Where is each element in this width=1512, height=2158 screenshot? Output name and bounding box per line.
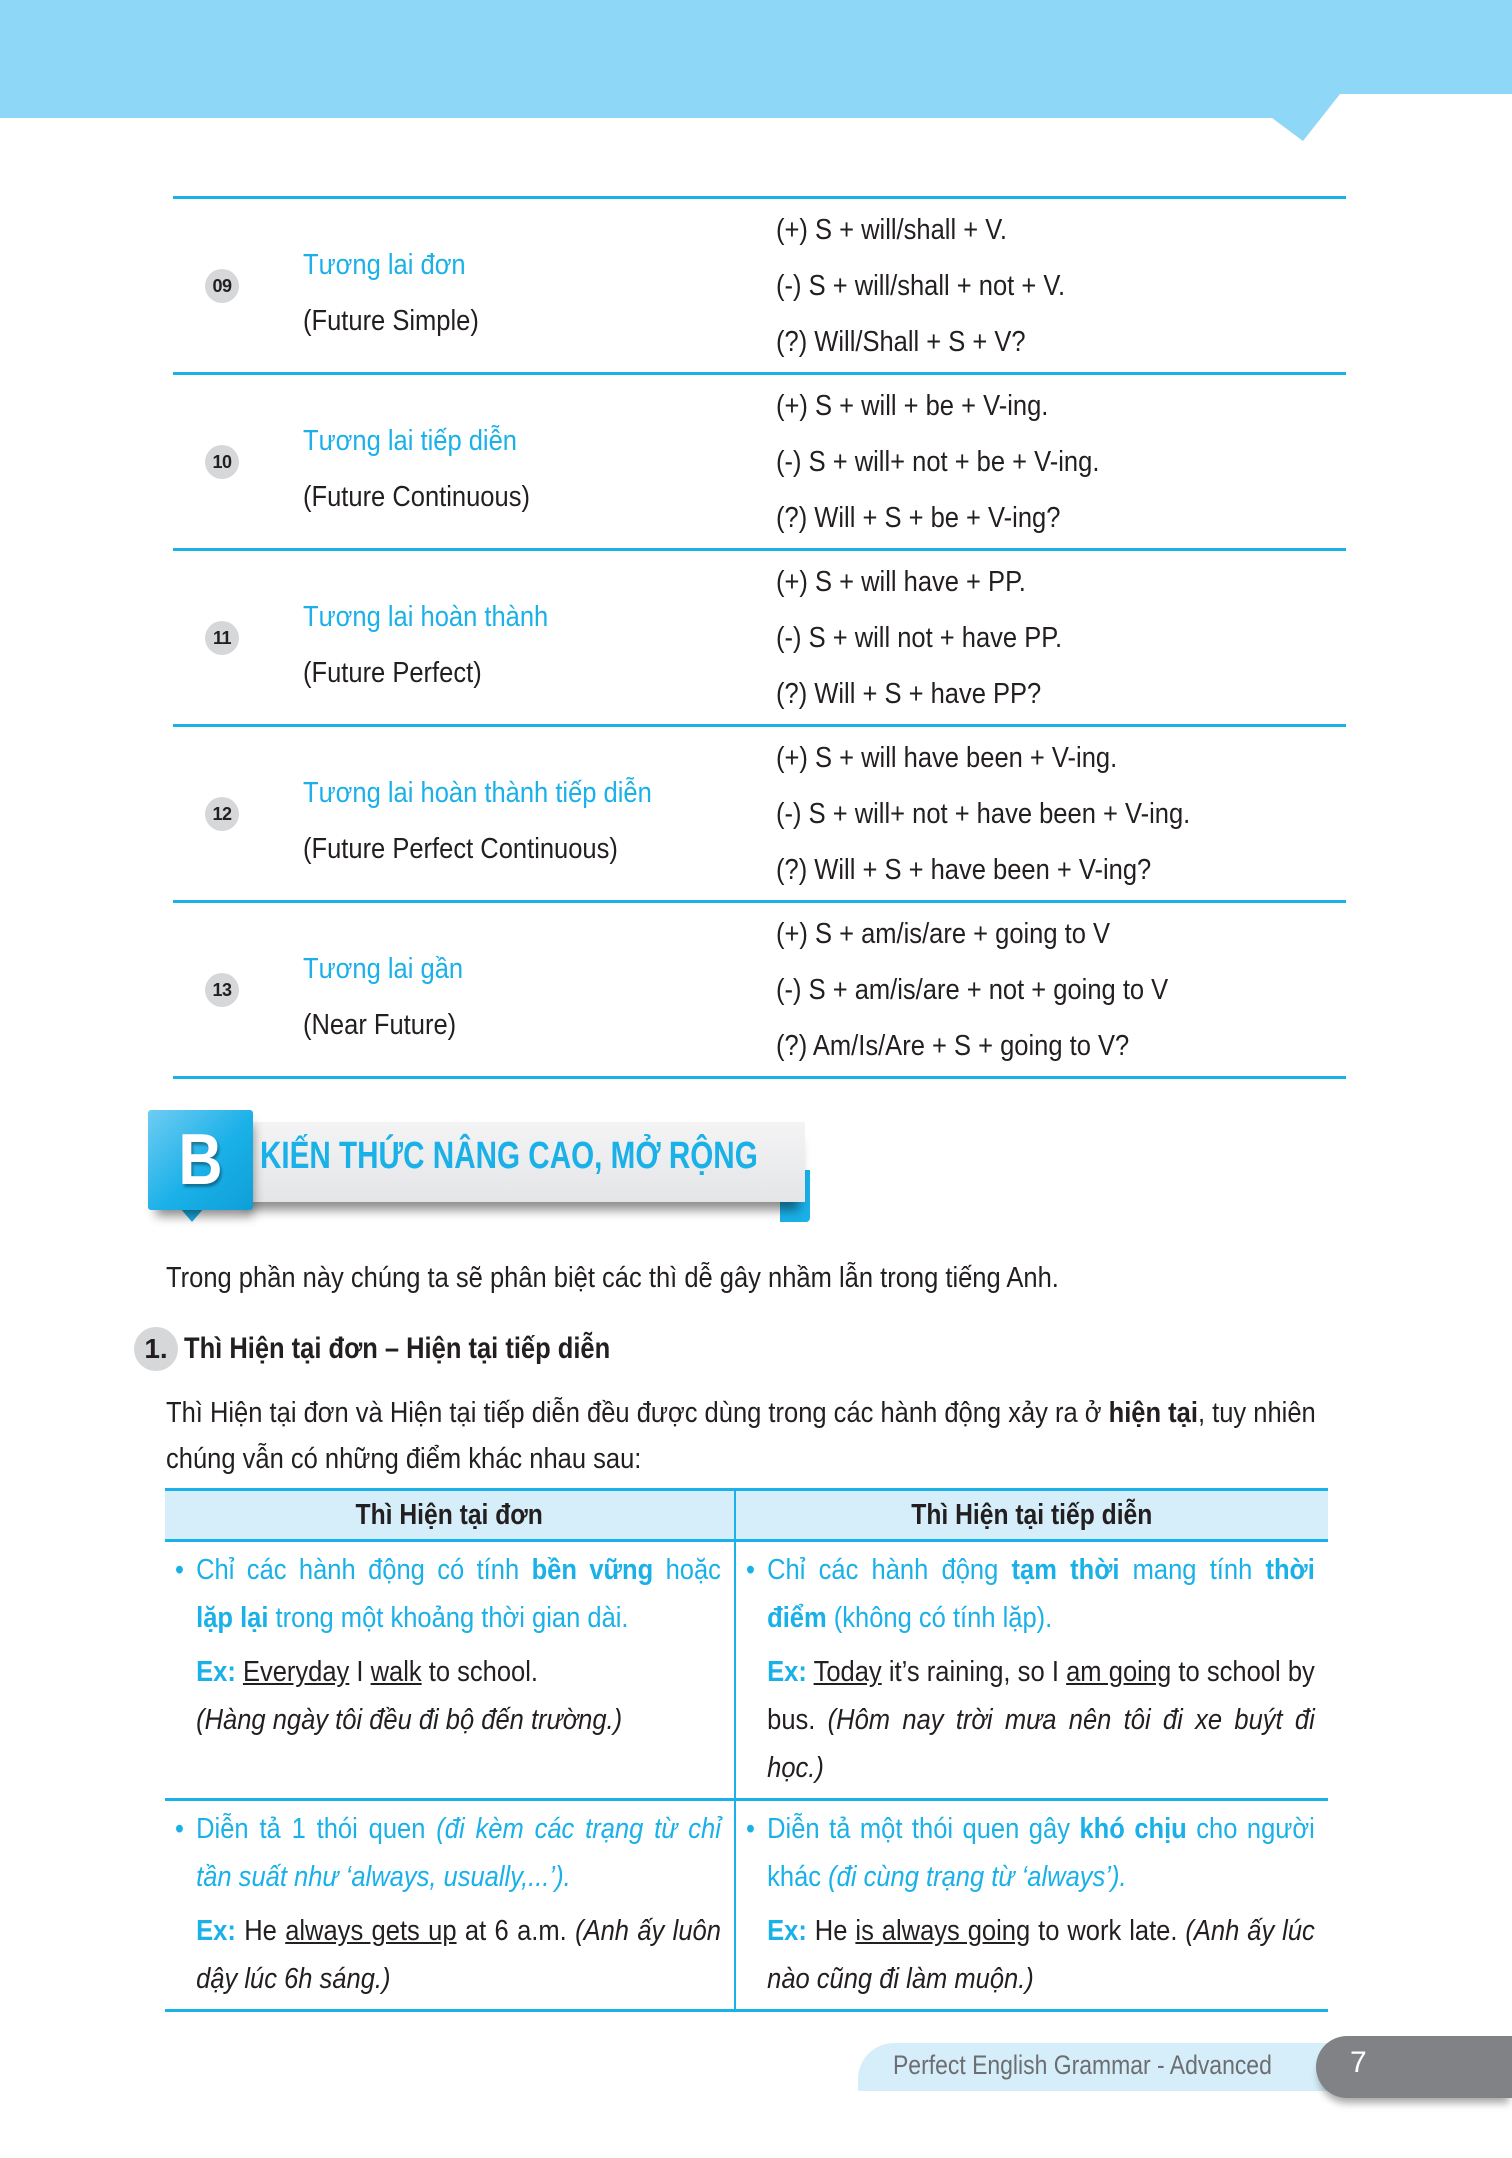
formula-negative: (-) S + will not + have PP. [776,622,1063,654]
example: Ex: Today it’s raining, so I am going to school by bus. (Hôm nay trời mưa nên tôi đi xe buýt đi học.) [767,1656,1315,1784]
tense-name [303,765,652,877]
usage-description: • Diễn tả 1 thói quen (đi kèm các trạng từ chỉ tần suất như ‘always, usually,...’). [175,1805,721,1901]
tense-name [303,589,548,701]
tense-name-vn: Tương lai hoàn thành [303,601,549,633]
usage-description: • Chỉ các hành động tạm thời mang tính thời điểm (không có tính lặp). [746,1546,1315,1642]
comparison-row [165,1541,1328,1800]
comparison-table [165,1488,1328,2012]
tense-row-09 [173,196,1346,372]
header-label: Thì Hiện tại đơn [355,1499,544,1531]
header-label: Thì Hiện tại tiếp diễn [911,1499,1153,1531]
example-label: Ex: [196,1656,236,1688]
example-label: Ex: [767,1656,807,1688]
bullet-icon: • [175,1554,184,1586]
example-label: Ex: [196,1915,236,1947]
example: Ex: Everyday I walk to school. (Hàng ngày tôi đều đi bộ đến trường.) [196,1656,623,1736]
formula-negative: (-) S + will+ not + have been + V-ing. [776,798,1191,830]
tense-row-10 [173,372,1346,548]
tense-name-en: (Near Future) [303,1009,457,1041]
tense-row-12 [173,724,1346,900]
tense-formulas [776,202,1065,370]
formula-positive: (+) S + will have been + V-ing. [776,742,1118,774]
tense-formulas [776,554,1062,722]
tense-name-en: (Future Perfect) [303,657,482,689]
tense-name-vn: Tương lai tiếp diễn [303,425,518,457]
subsection-title: Thì Hiện tại đơn – Hiện tại tiếp diễn [184,1332,611,1365]
row-number-badge: 09 [205,269,239,303]
example: Ex: He is always going to work late. (Anh ấy lúc nào cũng đi làm muộn.) [767,1915,1315,1995]
usage-description: • Diễn tả một thói quen gây khó chịu cho người khác (đi cùng trạng từ ‘always’). [746,1805,1315,1901]
comparison-header-row [165,1490,1328,1541]
example-translation: (Anh ấy lúc nào cũng đi làm muộn.) [767,1915,1315,1995]
tense-row-11 [173,548,1346,724]
formula-positive: (+) S + will have + PP. [776,566,1026,598]
row-number-badge: 13 [205,973,239,1007]
section-title: KIẾN THỨC NÂNG CAO, MỞ RỘNG [260,1135,758,1177]
row-number-badge: 11 [205,621,239,655]
tense-name [303,413,530,525]
page-number: 7 [1350,2046,1367,2079]
tense-name-en: (Future Continuous) [303,481,530,513]
tense-name-vn: Tương lai gần [303,953,464,985]
formula-question: (?) Will + S + have PP? [776,678,1042,710]
row-number-badge: 10 [205,445,239,479]
formula-question: (?) Will/Shall + S + V? [776,326,1026,358]
example-label: Ex: [767,1915,807,1947]
formula-negative: (-) S + will+ not + be + V-ing. [776,446,1100,478]
subsection-paragraph [166,1390,1363,1482]
subsection-number: 1. [134,1327,178,1371]
tense-name-vn: Tương lai đơn [303,249,466,281]
tense-name-en: (Future Simple) [303,305,479,337]
example-translation: (Hàng ngày tôi đều đi bộ đến trường.) [196,1704,623,1736]
tense-table [173,196,1346,1079]
comparison-cell [735,1541,1328,1800]
tense-row-13 [173,900,1346,1079]
tense-name [303,237,479,349]
subsection-heading [134,1326,685,1372]
page-number-tab [1316,2036,1512,2098]
para-emphasis: hiện tại [1108,1397,1198,1429]
tense-name [303,941,463,1053]
example-translation: (Anh ấy luôn dậy lúc 6h sáng.) [196,1915,721,1995]
comparison-row [165,1800,1328,2011]
formula-positive: (+) S + will/shall + V. [776,214,1007,246]
section-b-heading [140,1105,820,1230]
comparison-cell [165,1541,735,1800]
usage-description: • Chỉ các hành động có tính bền vững hoặc lặp lại trong một khoảng thời gian dài. [175,1546,721,1642]
column-header-present-simple [165,1490,735,1541]
formula-positive: (+) S + will + be + V-ing. [776,390,1049,422]
formula-question: (?) Will + S + have been + V-ing? [776,854,1152,886]
comparison-cell [165,1800,735,2011]
letter-box-tail [180,1208,204,1222]
tense-formulas [776,906,1168,1074]
bullet-icon: • [175,1813,184,1845]
example-translation: (Hôm nay trời mưa nên tôi đi xe buýt đi học.) [767,1704,1315,1784]
section-intro: Trong phần này chúng ta sẽ phân biệt các thì dễ gây nhầm lẫn trong tiếng Anh. [166,1262,1059,1294]
tense-name-en: (Future Perfect Continuous) [303,833,618,865]
formula-question: (?) Am/Is/Are + S + going to V? [776,1030,1130,1062]
example: Ex: He always gets up at 6 a.m. (Anh ấy luôn dậy lúc 6h sáng.) [196,1915,721,1995]
formula-positive: (+) S + am/is/are + going to V [776,918,1111,950]
top-banner [0,0,1512,145]
comparison-cell [735,1800,1328,2011]
formula-question: (?) Will + S + be + V-ing? [776,502,1061,534]
bullet-icon: • [746,1813,755,1845]
row-number-badge: 12 [205,797,239,831]
tense-formulas [776,378,1099,546]
section-letter: B [178,1120,223,1200]
para-text: Thì Hiện tại đơn và Hiện tại tiếp diễn đều được dùng trong các hành động xảy ra ở [166,1397,1109,1429]
tense-name-vn: Tương lai hoàn thành tiếp diễn [303,777,652,809]
bullet-icon: • [746,1554,755,1586]
tense-formulas [776,730,1190,898]
column-header-present-continuous [735,1490,1328,1541]
book-title: Perfect English Grammar - Advanced [893,2050,1272,2080]
formula-negative: (-) S + will/shall + not + V. [776,270,1066,302]
para-text: , tuy nhiên chúng vẫn có những điểm khác nhau sau: [166,1397,1316,1475]
formula-negative: (-) S + am/is/are + not + going to V [776,974,1169,1006]
